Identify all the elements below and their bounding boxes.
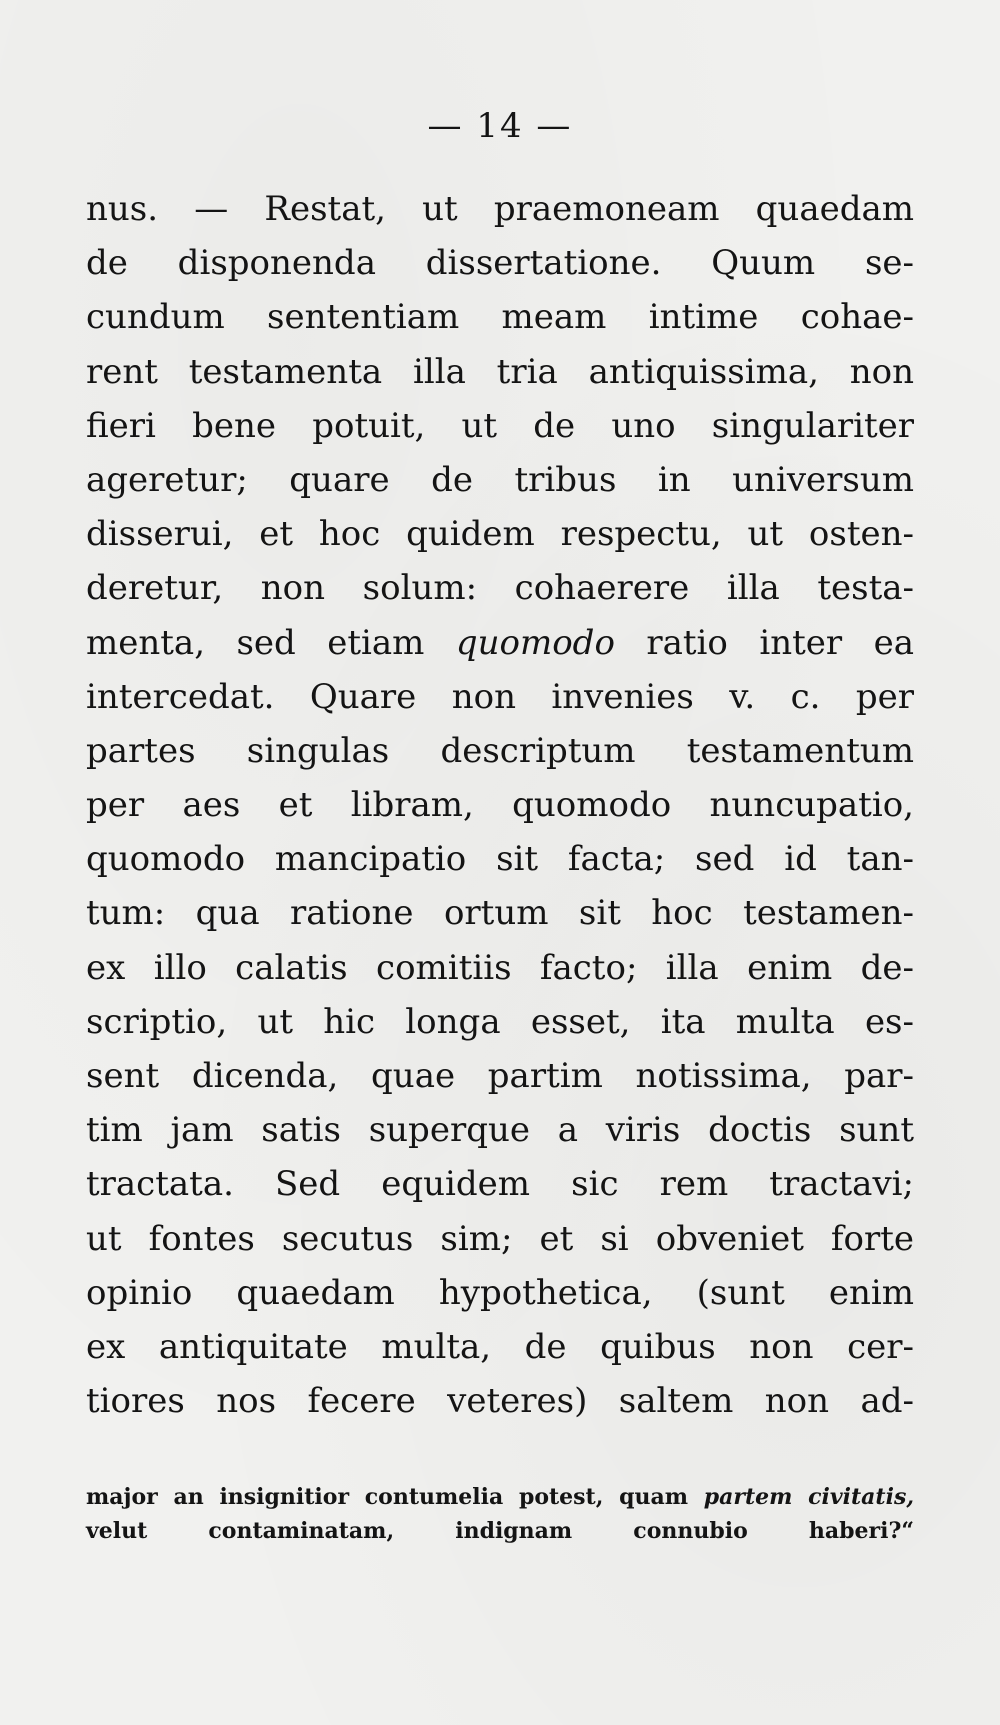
text-line-17: sent dicenda, quae partim notissima, par- (86, 1056, 914, 1096)
page-number: — 14 — (427, 106, 573, 146)
text-line-18: tim jam satis superque a viris doctis sunt (86, 1110, 914, 1151)
text-line-2: de disponenda dissertatione. Quum se- (86, 243, 914, 284)
footnote-line-1-text: major an insignitior contumelia potest, quam (86, 1484, 704, 1510)
text-line-9 (86, 616, 914, 670)
body-text (86, 182, 914, 1428)
text-line-6: ageretur; quare de tribus in universum (86, 459, 914, 500)
footnote (86, 1480, 914, 1548)
text-line-20: ut fontes secutus sim; et si obveniet forte (86, 1218, 914, 1259)
footnote-line-1 (86, 1480, 914, 1514)
text-line-3: cundum sententiam meam intime cohae- (86, 297, 914, 338)
text-line-22: ex antiquitate multa, de quibus non cer- (86, 1326, 914, 1367)
text-line-21: opinio quaedam hypothetica, (sunt enim (86, 1272, 914, 1313)
text-line-23: tiores nos fecere veteres) saltem non ad- (86, 1381, 914, 1422)
footnote-italic-phrase: partem civitatis, (703, 1484, 914, 1510)
text-line-7: disserui, et hoc quidem respectu, ut osten- (86, 514, 914, 555)
text-line-9-end: ratio inter ea (614, 622, 914, 663)
footnote-line-2: velut contaminatam, indignam connubio haberi?“ (86, 1518, 914, 1544)
text-line-9-start: menta, sed etiam (86, 622, 456, 663)
text-line-14: tum: qua ratione ortum sit hoc testamen- (86, 893, 914, 934)
text-line-5: fieri bene potuit, ut de uno singulariter (86, 405, 914, 446)
text-line-10: intercedat. Quare non invenies v. c. per (86, 676, 914, 717)
text-line-8: deretur, non solum: cohaerere illa testa- (86, 568, 914, 609)
text-line-16: scriptio, ut hic longa esset, ita multa es- (86, 1001, 914, 1042)
text-line-12: per aes et libram, quomodo nuncupatio, (86, 785, 914, 826)
italic-word-quomodo: quomodo (455, 622, 615, 663)
text-line-15: ex illo calatis comitiis facto; illa enim de- (86, 947, 914, 988)
text-line-4: rent testamenta illa tria antiquissima, non (86, 351, 914, 392)
text-line-19: tractata. Sed equidem sic rem tractavi; (86, 1164, 914, 1205)
text-line-1: nus. — Restat, ut praemoneam quaedam (86, 189, 914, 229)
text-line-13: quomodo mancipatio sit facta; sed id tan- (86, 839, 914, 880)
text-line-11: partes singulas descriptum testamentum (86, 730, 914, 771)
